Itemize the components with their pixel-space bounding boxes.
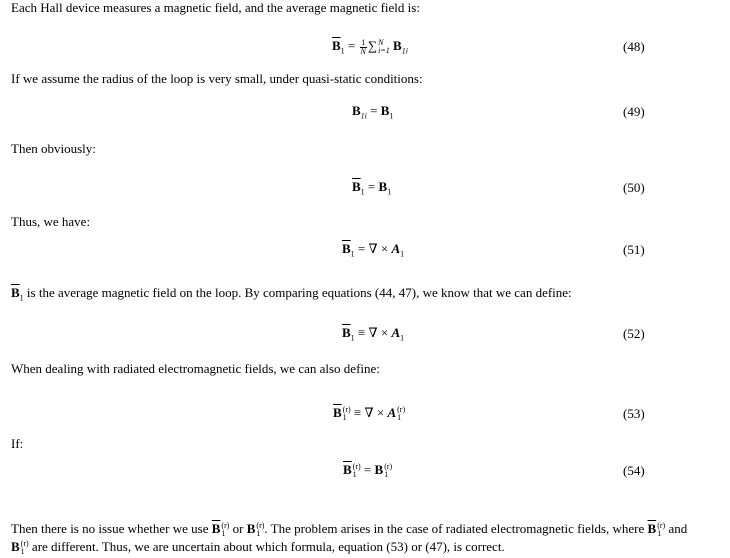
equation-49: $B_{1i} = B_1$ [352, 103, 394, 121]
equation-number-54: (54) [623, 463, 645, 478]
text-line-3: Then obviously: [11, 141, 96, 156]
equation-54: $\overline{B}$ (r) 1 = B (r) 1 [343, 462, 393, 480]
text-line-6: When dealing with radiated electromagnetic fields, we can also define: [11, 361, 380, 376]
text-line-2: If we assume the radius of the loop is very small, under quasi-static conditions: [11, 71, 423, 86]
equation-53: $\overline{B}$ (r) 1 ≡ ∇ × A (r) 1 [333, 405, 406, 423]
equation-52: $\overline{B}_1$ ≡ ∇ × $A_1$ [342, 325, 405, 343]
b1-average-symbol: $\overline{B}$ [11, 285, 20, 300]
text-line-8: Then there is no issue whether we use $\overline{B}$ (r) 1 or B (r) 1 . The problem arises in the case of radiated electromagnetic fields, where $\overline{B}$ (r) 1 and B (r) 1 are different. Thus, we are uncertain about which formula, equation (53) or (47), is correct. [11, 521, 688, 557]
equation-51: $\overline{B}_1$ = ∇ × $A_1$ [342, 241, 405, 259]
equation-number-52: (52) [623, 326, 645, 341]
equation-number-49: (49) [623, 104, 645, 119]
equation-number-51: (51) [623, 242, 645, 257]
equation-number-48: (48) [623, 39, 645, 54]
text-line-7: If: [11, 436, 24, 451]
equation-50: $\overline{B}_1 = B_1$ [352, 179, 392, 197]
text-line-5: $\overline{B}_1$ is the average magnetic field on the loop. By comparing equations (44, 47), we know that we can define: [11, 285, 572, 303]
text-line-1: Each Hall device measures a magnetic field, and the average magnetic field is: [11, 0, 420, 15]
equation-48: $\overline{B}_1$ = $\frac{1}{N}$ ∑ N i=1 $B_{1i}$ [332, 37, 408, 56]
fraction: $\frac{1}{N}$ [360, 37, 366, 56]
equation-number-50: (50) [623, 180, 645, 195]
text-line-4: Thus, we have: [11, 214, 91, 229]
equation-number-53: (53) [623, 406, 645, 421]
